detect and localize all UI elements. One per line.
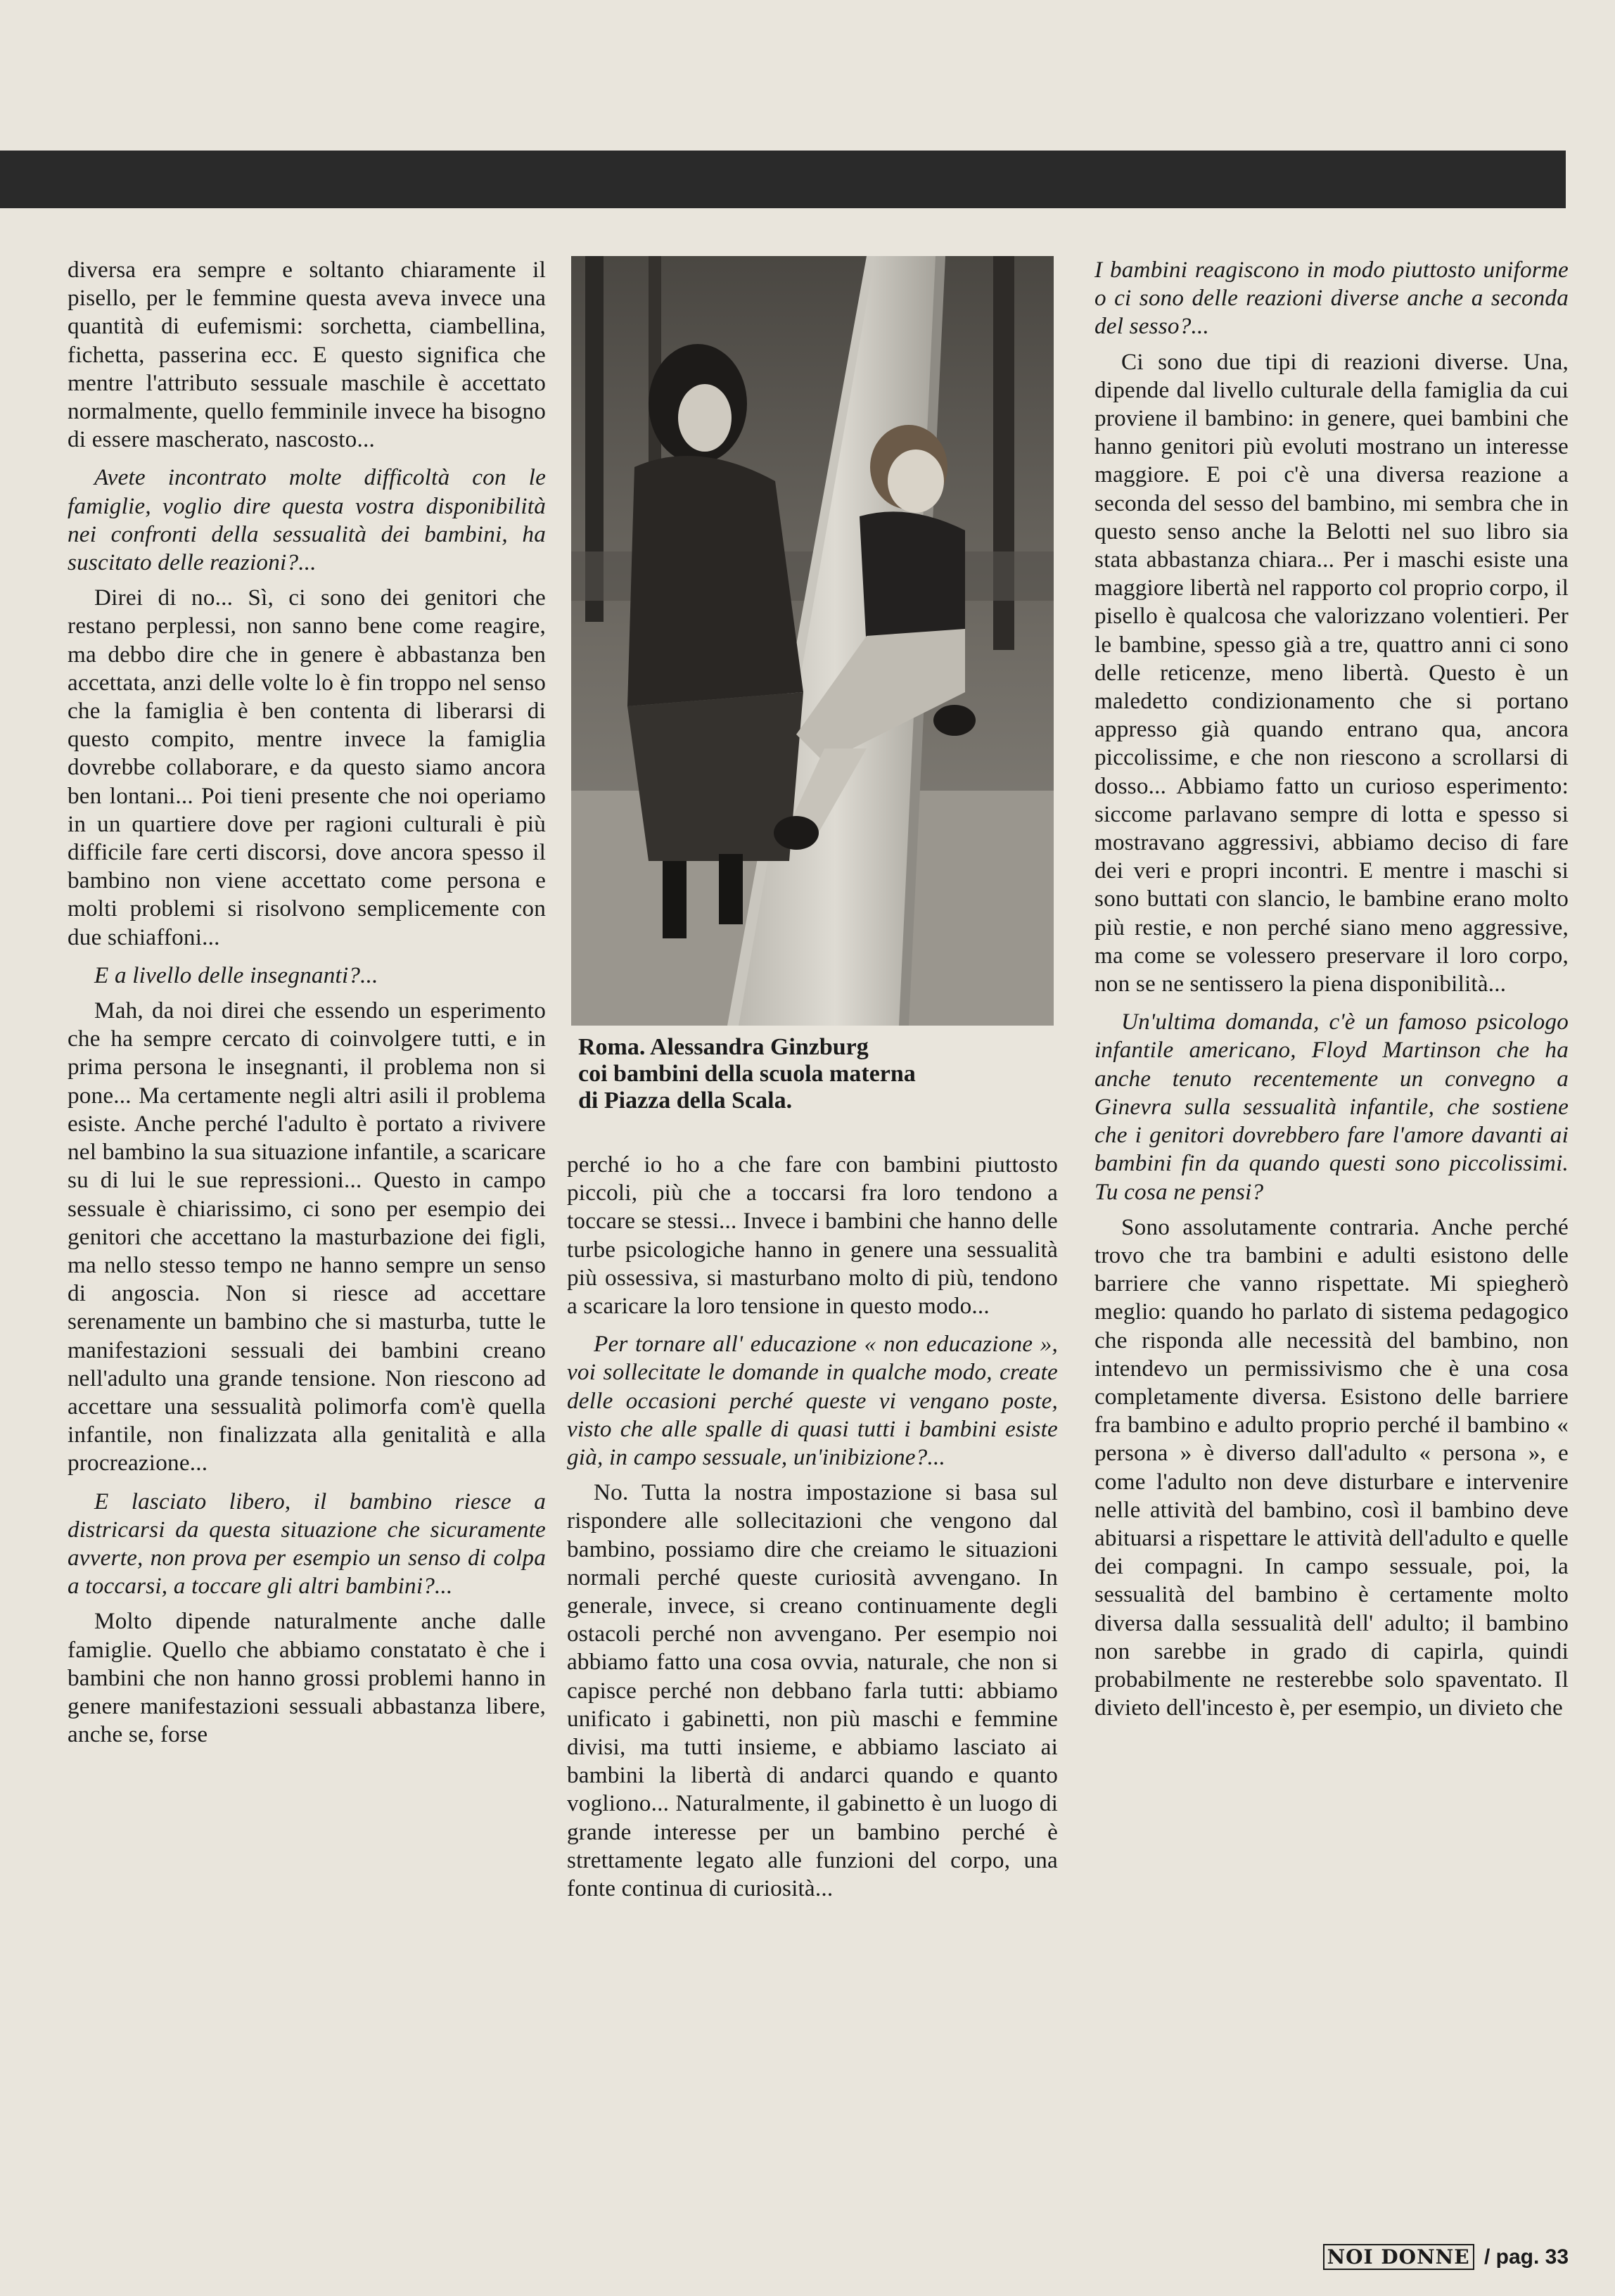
photo-illustration bbox=[571, 256, 1054, 1026]
paragraph: diversa era sempre e soltanto chiaramente il pisello, per le femmine questa aveva invece una quantità di eufemismi: sorchetta, ciambellina, fichetta, passerina ecc. E questo significa che mentre l'attributo sessuale maschile è accettato normalmente, quello femminile invece ha bisogno di essere mascherato, nascosto... bbox=[68, 257, 546, 453]
paragraph: No. Tutta la nostra impostazione si basa sul rispondere alle sollecitazioni che vengono dal bambino, possiamo dire che creiamo le situazioni normali perché queste curiosità avvengano. In generale, invece, si creano continuamente degli ostacoli perché non avvengano. Per esempio noi abbiamo fatto una cosa ovvia, naturale, che non si capisce perché non debbano farla tutti: abbiamo unificato i gabinetti, non più maschi e femmine divisi, ma tutti insieme, e abbiamo lasciato ai bambini la libertà di andarci quando e quanto vogliono... Naturalmente, il gabinetto è un luogo di grande interesse per un bambino perché è strettamente legato alle funzioni del corpo, una fonte continua di curiosità... bbox=[567, 1479, 1058, 1902]
article-column-2 bbox=[567, 1151, 1058, 1903]
photo-caption bbox=[578, 1034, 1061, 1114]
article-photo bbox=[571, 256, 1054, 1026]
interview-question: Avete incontrato molte difficoltà con le famiglie, voglio dire questa vostra disponibilità nei confronti della sessualità dei bambini, ha suscitato delle reazioni?... bbox=[68, 464, 546, 576]
interview-question: E a livello delle insegnanti?... bbox=[94, 962, 378, 988]
paragraph: Direi di no... Sì, ci sono dei genitori che restano perplessi, non sanno bene come reagire, ma debbo dire che in genere è abbastanza ben accettata, anzi delle volte lo è fin troppo nel senso che la famiglia è ben contenta di liberarsi di questo compito, mentre invece la famiglia dovrebbe collaborare, e da questo siamo ancora ben lontani... Poi tieni presente che noi operiamo in un quartiere dove per ragioni culturali è più difficile fare certi discorsi, dove ancora spesso il bambino non viene accettato come persona e molti problemi si risolvono semplicemente con due schiaffoni... bbox=[68, 585, 546, 950]
caption-line: Roma. Alessandra Ginzburg bbox=[578, 1034, 869, 1060]
paragraph: Mah, da noi direi che essendo un esperimento che ha sempre cercato di coinvolgere tutti, e in prima persona le insegnanti, il problema non si pone... Ma certamente negli altri asili il problema esiste. Anche perché l'adulto è portato a rivivere nel bambino la sua situazione infantile, a scaricare su di lui le sue repressioni... Questo in campo sessuale è chiarissimo, ci sono per esempio dei genitori che accettano la masturbazione dei figli, ma nello stesso tempo ne hanno sempre un senso di angoscia. Non si riesce ad accettare serenamente un bambino che si masturba, tutte le manifestazioni sessuali dei bambini creano nell'adulto una grande tensione. Non riescono ad accettare una sessualità polimorfa com'è quella infantile, non finalizzata alla genitalità e alla procreazione... bbox=[68, 997, 546, 1477]
header-band bbox=[0, 151, 1566, 208]
interview-question: Per tornare all' educazione « non educazione », voi sollecitate le domande in qualche modo, create delle occasioni perché queste vi vengano poste, visto che alle spalle di quasi tutti i bambini esiste già, in campo sessuale, un'inibizione?... bbox=[567, 1331, 1058, 1471]
interview-question: I bambini reagiscono in modo piuttosto uniforme o ci sono delle reazioni diverse anche a seconda del sesso?... bbox=[1094, 257, 1569, 340]
interview-question: Un'ultima domanda, c'è un famoso psicologo infantile americano, Floyd Martinson che ha anche tenuto recentemente un convegno a Ginevra sulla sessualità infantile, che sostiene che i genitori dovrebbero fare l'amore davanti ai bambini fin da quando questi sono piccolissimi. Tu cosa ne pensi? bbox=[1094, 1009, 1569, 1205]
paragraph: Ci sono due tipi di reazioni diverse. Una, dipende dal livello culturale della famiglia da cui proviene il bambino: in genere, quei bambini che hanno genitori più evoluti mostrano un interesse maggiore. E poi c'è una diversa reazione a seconda del sesso del bambino, mi sembra che in questo senso anche la Belotti nel suo libro sia stata abbastanza chiara... Per i maschi esiste una maggiore libertà nel rapporto col proprio corpo, il pisello è qualcosa che valorizzano volentieri. Per le bambine, spesso già a tre, quattro anni ci sono delle reticenze, meno libertà. Questo è un maledetto condizionamento che si portano appresso già quando entrano qua, ancora piccolissime, e che non riescono a scrollarsi di dosso... Abbiamo fatto un curioso esperimento: siccome parlavano sempre di lotta e spesso si mostravano aggressivi, abbiamo deciso di fare dei veri e propri incontri. E mentre i maschi si sono buttati con slancio, le bambine erano molto più restie, e non perché siano meno aggressive, ma come se volessero preservare il loro corpo, non se ne sentissero la piena disponibilità... bbox=[1094, 348, 1569, 997]
paragraph: perché io ho a che fare con bambini piuttosto piccoli, più che a toccarsi fra loro tendono a toccare se stessi... Invece i bambini che hanno delle turbe psicologiche hanno in genere una sessualità più ossessiva, si masturbano molto di più, tendono a scaricare la loro tensione in questo modo... bbox=[567, 1152, 1058, 1320]
article-column-1 bbox=[68, 256, 546, 1749]
caption-line: coi bambini della scuola materna bbox=[578, 1061, 916, 1087]
paragraph: Sono assolutamente contraria. Anche perché trovo che tra bambini e adulti esistono delle barriere che vanno rispettate. Mi spiegherò meglio: quando ho parlato di sistema pedagogico che risponda alle necessità del bambino, non intendevo un permissivismo che è una cosa completamente diversa. Esistono delle barriere fra bambino e adulto proprio perché il bambino « persona » è diverso dall'adulto « persona », e come l'adulto non deve disturbare e intervenire nelle attività del bambino, così il bambino deve abituarsi a rispettare le attività dell'adulto e quelle dei compagni. In campo sessuale, poi, la sessualità del bambino è certamente molto diversa dalla sessualità dell' adulto; il bambino non sarebbe in grado di capirla, quindi probabilmente ne resterebbe solo spaventato. Il divieto dell'incesto è, per esempio, un divieto che bbox=[1094, 1213, 1569, 1721]
interview-question: E lasciato libero, il bambino riesce a districarsi da questa situazione che sicuramente avverte, non prova per esempio un senso di colpa a toccarsi, a toccare gli altri bambini?... bbox=[68, 1488, 546, 1600]
magazine-logo: NOI DONNE bbox=[1323, 2244, 1474, 2270]
footer-separator: / bbox=[1483, 2245, 1490, 2269]
page-number: pag. 33 bbox=[1495, 2245, 1569, 2269]
paragraph: Molto dipende naturalmente anche dalle famiglie. Quello che abbiamo constatato è che i bambini che non hanno grossi problemi hanno in genere manifestazioni sessuali abbastanza libere, anche se, forse bbox=[68, 1608, 546, 1748]
caption-line: di Piazza della Scala. bbox=[578, 1088, 793, 1114]
page-footer bbox=[1323, 2244, 1569, 2270]
article-column-3 bbox=[1094, 256, 1569, 1722]
